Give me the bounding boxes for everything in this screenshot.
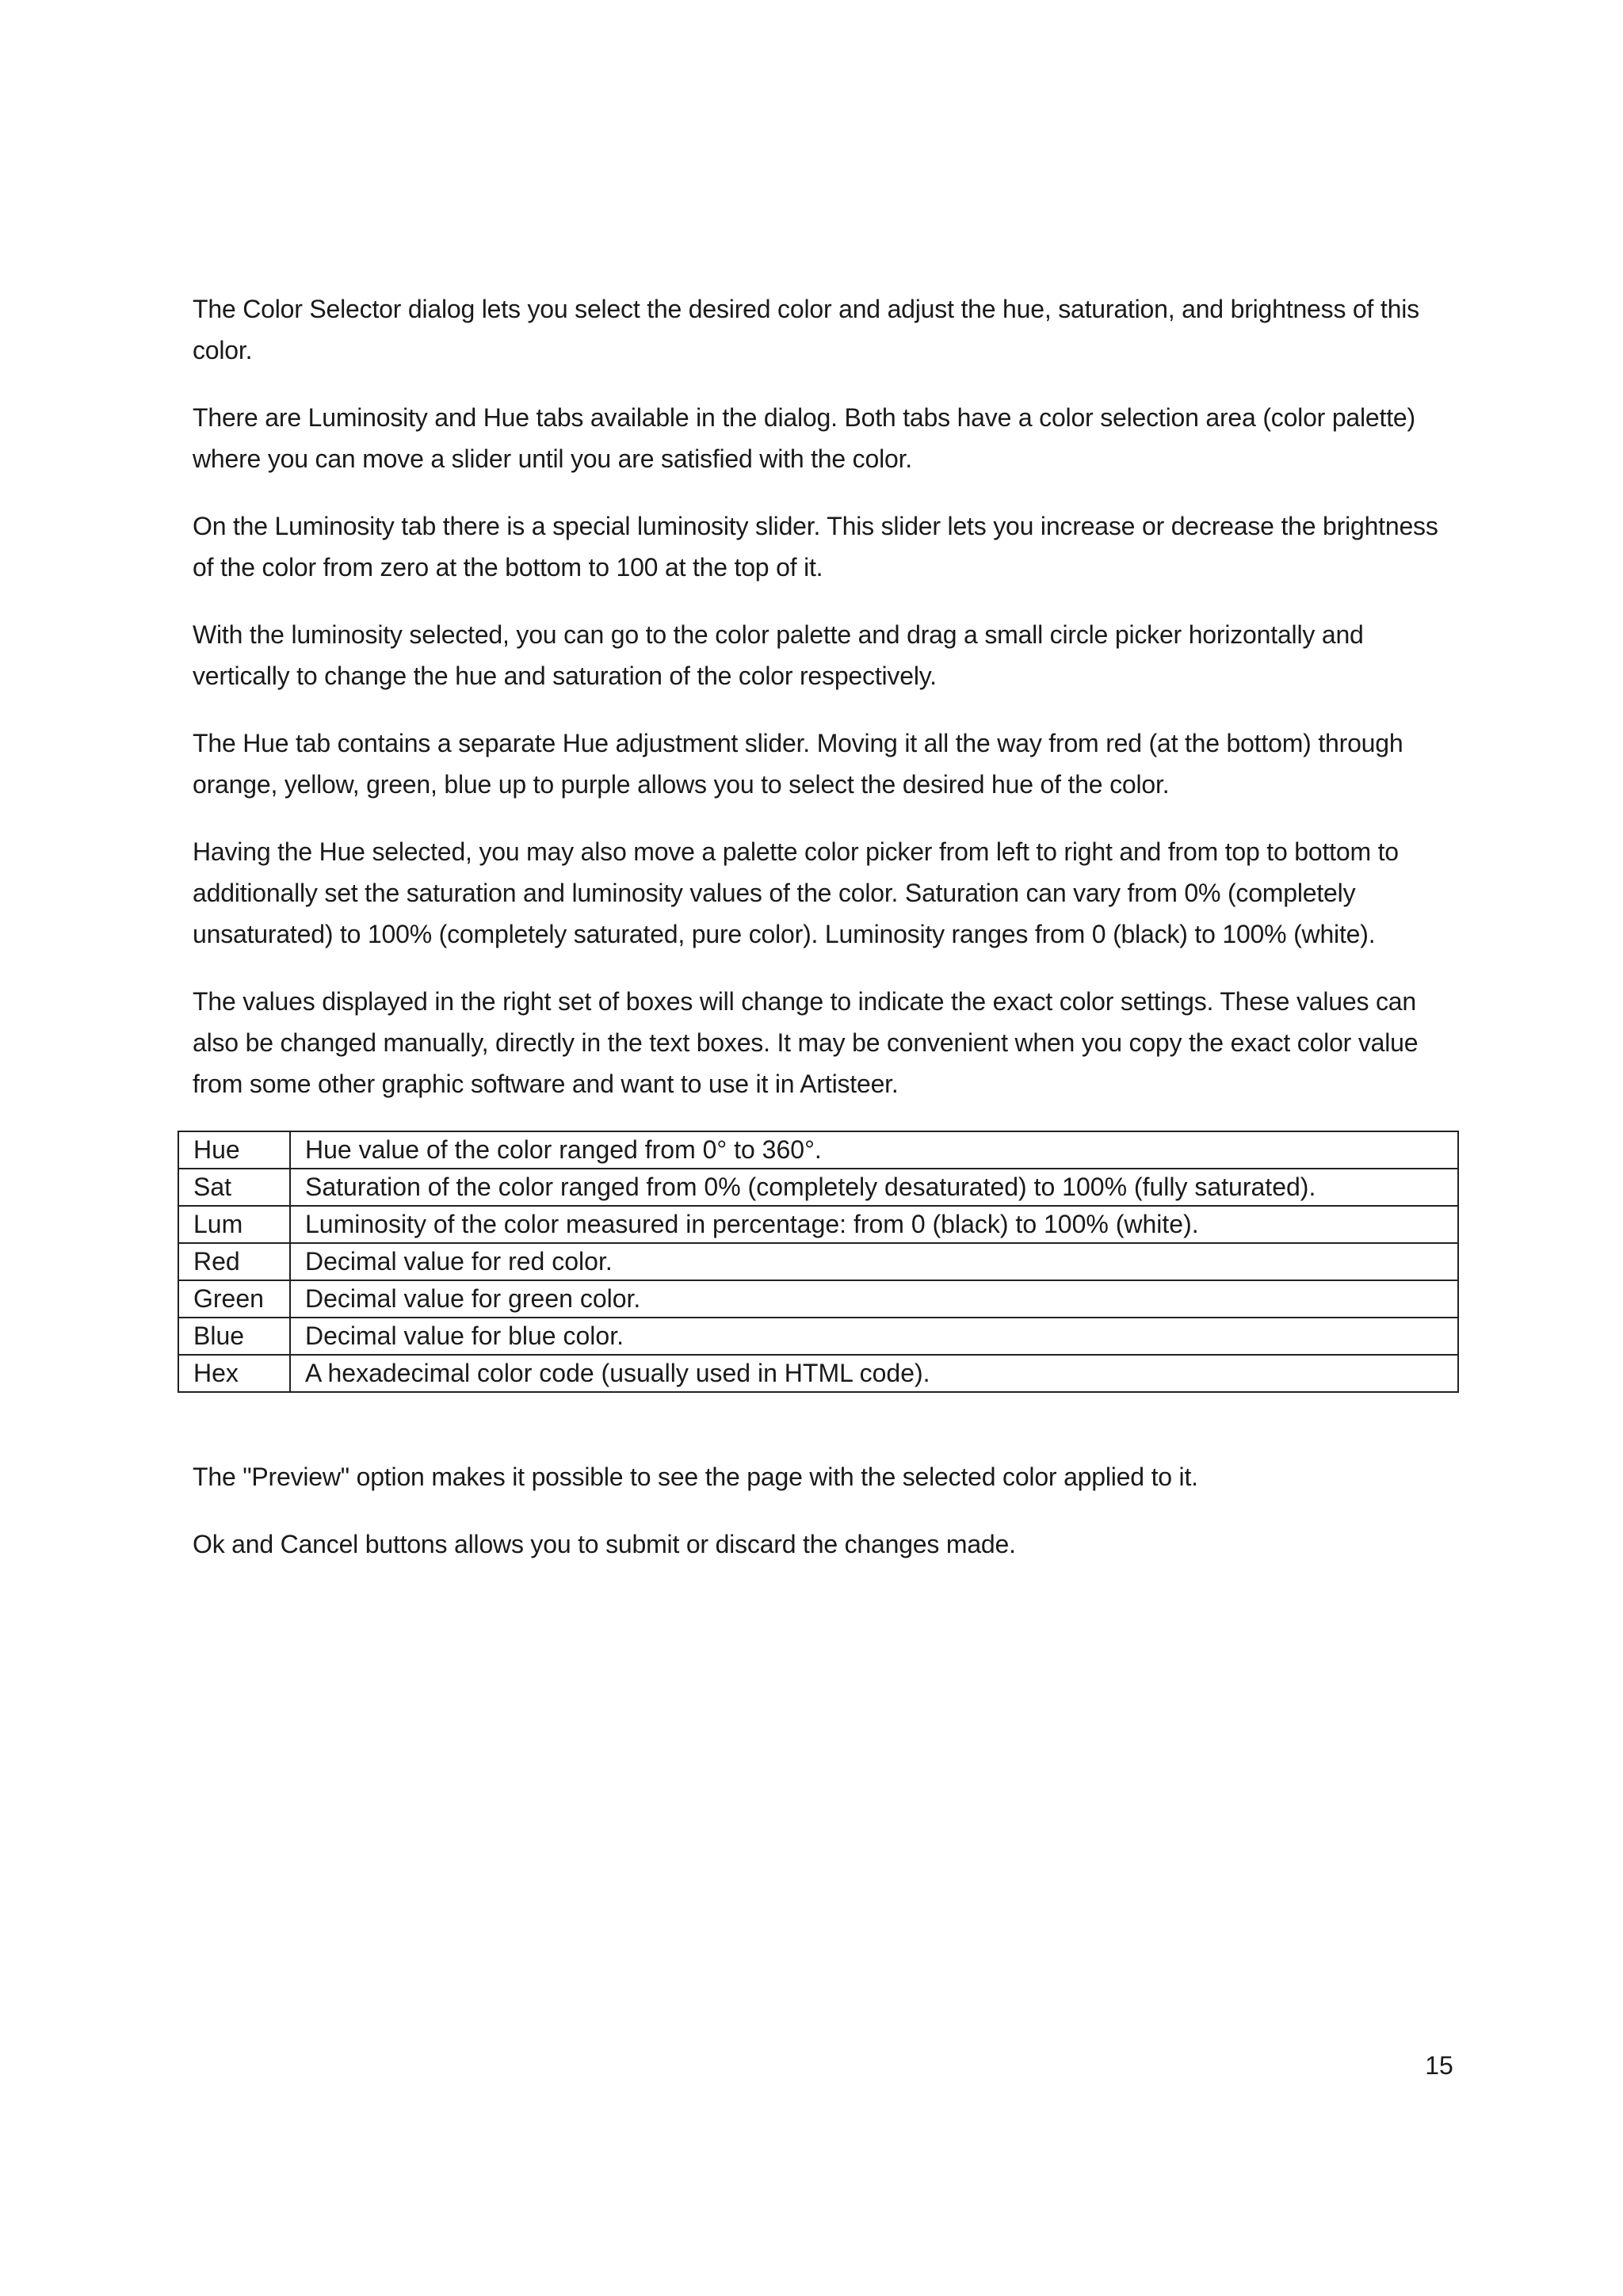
table-cell-description: Decimal value for green color. xyxy=(290,1280,1458,1318)
table-row xyxy=(178,1169,1458,1206)
color-values-table xyxy=(178,1131,1459,1393)
table-cell-description: Decimal value for red color. xyxy=(290,1243,1458,1280)
table-row xyxy=(178,1318,1458,1355)
table-row xyxy=(178,1280,1458,1318)
table-cell-description: Decimal value for blue color. xyxy=(290,1318,1458,1355)
table-cell-key: Sat xyxy=(178,1169,290,1206)
table-cell-description: Hue value of the color ranged from 0° to 360°. xyxy=(290,1131,1458,1169)
paragraph-luminosity-picker: With the luminosity selected, you can go to the color palette and drag a small circle picker horizontally and vertically to change the hue and saturation of the color respectively. xyxy=(193,620,1364,690)
paragraph-intro: The Color Selector dialog lets you select the desired color and adjust the hue, saturation, and brightness of this color. xyxy=(193,295,1419,364)
paragraph-preview-option: The "Preview" option makes it possible to see the page with the selected color applied to it. xyxy=(193,1463,1198,1491)
paragraph-tabs: There are Luminosity and Hue tabs available in the dialog. Both tabs have a color selection area (color palette) where you can move a slider until you are satisfied with the color. xyxy=(193,403,1415,473)
paragraph-hue-tab: The Hue tab contains a separate Hue adjustment slider. Moving it all the way from red (at the bottom) through orange, yellow, green, blue up to purple allows you to select the desired hue of the color. xyxy=(193,729,1403,799)
table-cell-key: Hue xyxy=(178,1131,290,1169)
page-number: 15 xyxy=(1425,2051,1453,2080)
paragraph-hue-picker: Having the Hue selected, you may also move a palette color picker from left to right and from top to bottom to additionally set the saturation and luminosity values of the color. Saturation can vary from 0% (completely unsaturated) to 100% (completely saturated, pure color). Luminosity ranges from 0 (black) to 100% (white). xyxy=(193,837,1399,948)
table-cell-key: Hex xyxy=(178,1355,290,1392)
table-cell-key: Blue xyxy=(178,1318,290,1355)
paragraph-value-boxes: The values displayed in the right set of boxes will change to indicate the exact color settings. These values can also be changed manually, directly in the text boxes. It may be convenient when you copy the exact color value from some other graphic software and want to use it in Artisteer. xyxy=(193,987,1419,1098)
table-row xyxy=(178,1355,1458,1392)
table-row xyxy=(178,1131,1458,1169)
paragraph-luminosity-tab: On the Luminosity tab there is a special luminosity slider. This slider lets you increase or decrease the brightness of the color from zero at the bottom to 100 at the top of it. xyxy=(193,512,1438,582)
table-cell-key: Red xyxy=(178,1243,290,1280)
page-content xyxy=(193,288,1453,1591)
table-row xyxy=(178,1206,1458,1243)
table-cell-key: Lum xyxy=(178,1206,290,1243)
table-cell-key: Green xyxy=(178,1280,290,1318)
table-row xyxy=(178,1243,1458,1280)
table-cell-description: Saturation of the color ranged from 0% (completely desaturated) to 100% (fully saturated). xyxy=(290,1169,1458,1206)
paragraph-ok-cancel: Ok and Cancel buttons allows you to submit or discard the changes made. xyxy=(193,1530,1016,1558)
table-cell-description: Luminosity of the color measured in percentage: from 0 (black) to 100% (white). xyxy=(290,1206,1458,1243)
table-cell-description: A hexadecimal color code (usually used in HTML code). xyxy=(290,1355,1458,1392)
